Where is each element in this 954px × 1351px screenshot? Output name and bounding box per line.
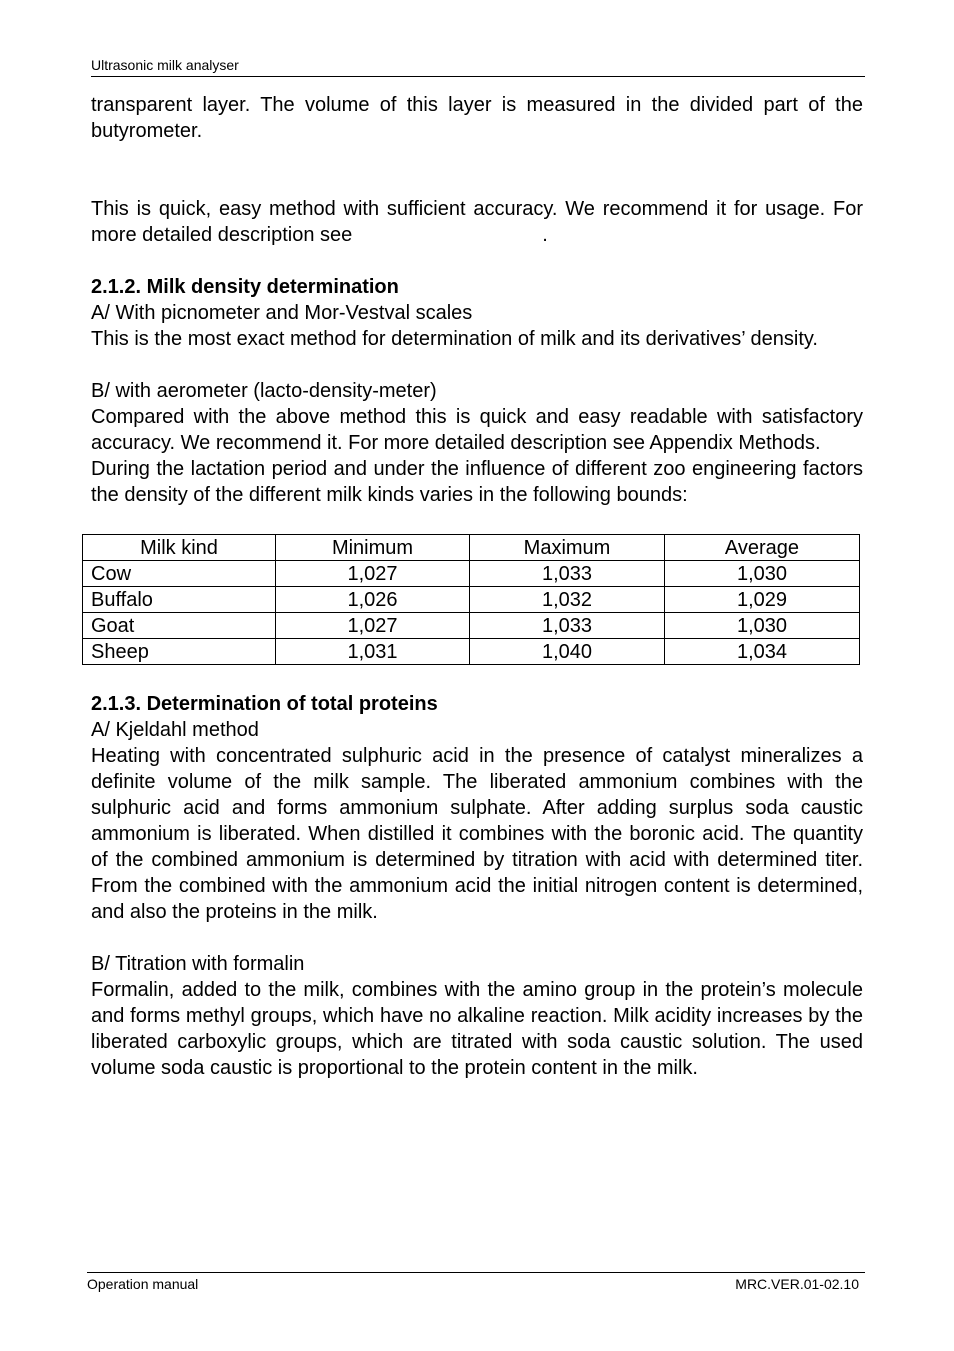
table-row — [83, 587, 860, 613]
table-cell: 1,034 — [665, 639, 860, 665]
table-cell: 1,027 — [276, 613, 470, 639]
table-cell: 1,030 — [665, 561, 860, 587]
table-header-cell: Average — [665, 535, 860, 561]
subheading-formalin: B/ Titration with formalin — [91, 953, 305, 975]
running-header: Ultrasonic milk analyser — [91, 57, 865, 77]
table-cell: 1,033 — [470, 613, 665, 639]
table-header-cell: Minimum — [276, 535, 470, 561]
table-cell: 1,029 — [665, 587, 860, 613]
table-header-row — [83, 535, 860, 561]
table-cell: 1,026 — [276, 587, 470, 613]
table-cell: Sheep — [83, 639, 276, 665]
table-cell: 1,030 — [665, 613, 860, 639]
paragraph-formalin: Formalin, added to the milk, combines with the amino group in the protein’s molecule and forms methyl groups, which have no alkaline reaction. Milk acidity increases by the liberated carboxylic groups, which are titrated with soda caustic solution. The used volume soda caustic is proportional to the protein content in the milk. — [91, 979, 863, 1079]
table-cell: 1,031 — [276, 639, 470, 665]
table-cell: 1,040 — [470, 639, 665, 665]
table-cell: Goat — [83, 613, 276, 639]
paragraph-transparent-layer: transparent layer. The volume of this layer is measured in the divided part of the butyrometer. — [91, 94, 863, 142]
table-row — [83, 561, 860, 587]
table-cell: 1,027 — [276, 561, 470, 587]
subheading-kjeldahl: A/ Kjeldahl method — [91, 719, 259, 741]
paragraph-quick-method — [91, 196, 863, 248]
paragraph-heating: Heating with concentrated sulphuric acid in the presence of catalyst mineralizes a definite volume of the milk sample. The liberated ammonium combines with the sulphuric acid and forms ammonium sulphate. After adding surplus soda caustic ammonium is liberated. When distilled it combines with the boronic acid. The quantity of the combined ammonium is determined by titration with acid with determined titer. From the combined with the ammonium acid the initial nitrogen content is determined, and also the proteins in the milk. — [91, 745, 863, 923]
heading-total-proteins: 2.1.3. Determination of total proteins — [91, 693, 438, 715]
density-table — [82, 534, 860, 665]
quick-method-end: . — [542, 224, 548, 246]
table-header-cell: Milk kind — [83, 535, 276, 561]
table-row — [83, 613, 860, 639]
paragraph-lactation: During the lactation period and under the influence of different zoo engineering factors the density of the different milk kinds varies in the following bounds: — [91, 458, 863, 506]
table-cell: Buffalo — [83, 587, 276, 613]
table-cell: 1,032 — [470, 587, 665, 613]
table-cell: 1,033 — [470, 561, 665, 587]
paragraph-compared: Compared with the above method this is quick and easy readable with satisfactory accuracy. We recommend it. For more detailed description see Appendix Methods. — [91, 406, 863, 454]
table-row — [83, 639, 860, 665]
subheading-picnometer: A/ With picnometer and Mor-Vestval scales — [91, 302, 473, 324]
running-footer — [87, 1272, 865, 1292]
table-header-cell: Maximum — [470, 535, 665, 561]
quick-method-text: This is quick, easy method with sufficient accuracy. We recommend it for usage. For more detailed description see — [91, 198, 863, 246]
subheading-aerometer: B/ with aerometer (lacto-density-meter) — [91, 380, 437, 402]
heading-milk-density: 2.1.2. Milk density determination — [91, 276, 399, 298]
footer-right: MRC.VER.01-02.10 — [735, 1276, 859, 1292]
paragraph-exact-method: This is the most exact method for determination of milk and its derivatives’ density. — [91, 328, 818, 350]
table-cell: Cow — [83, 561, 276, 587]
page-content — [91, 92, 863, 1081]
footer-left: Operation manual — [87, 1276, 199, 1292]
